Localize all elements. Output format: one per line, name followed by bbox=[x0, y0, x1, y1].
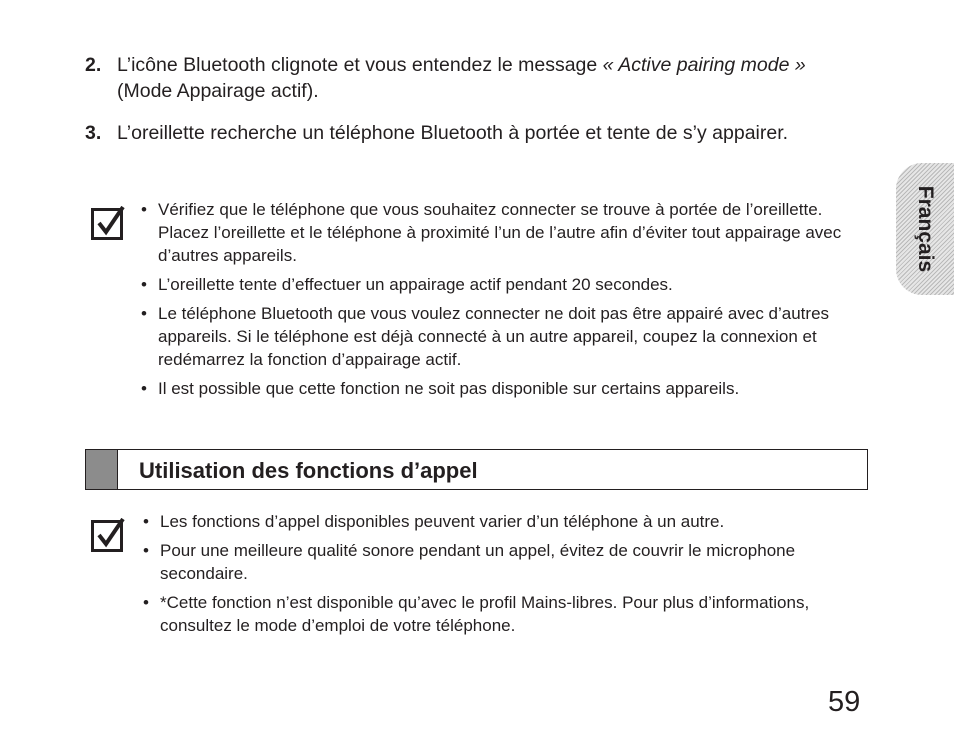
step-3 bbox=[85, 120, 845, 146]
section-title: Utilisation des fonctions d’appel bbox=[139, 458, 478, 483]
step-number: 2. bbox=[85, 54, 102, 76]
step-number: 3. bbox=[85, 122, 102, 144]
list-item: • Vérifiez que le téléphone que vous souhaitez connecter se trouve à portée de l’oreillette. Placez l’oreillette et le téléphone à proximité l’un de l’autre afin d’éviter tout appairage avec d’autres appareils. bbox=[141, 198, 871, 267]
step-2 bbox=[85, 52, 845, 104]
note-list-calls bbox=[143, 510, 863, 637]
list-item: • *Cette fonction n’est disponible qu’avec le profil Mains-libres. Pour plus d’informations, consultez le mode d’emploi de votre téléphone. bbox=[143, 591, 863, 637]
section-header bbox=[85, 449, 868, 490]
step-text: L’icône Bluetooth clignote et vous entendez le message « Active pairing mode » (Mode Appairage actif). bbox=[117, 54, 806, 102]
list-item: • Il est possible que cette fonction ne soit pas disponible sur certains appareils. bbox=[141, 377, 871, 400]
checkbox-check-icon bbox=[91, 206, 125, 240]
page-number: 59 bbox=[828, 686, 861, 718]
list-item: • Le téléphone Bluetooth que vous voulez connecter ne doit pas être appairé avec d’autres appareils. Si le téléphone est déjà connecté à un autre appareil, coupez la connexion et redémarrez la fonction d’appairage actif. bbox=[141, 302, 871, 371]
list-item: • Pour une meilleure qualité sonore pendant un appel, évitez de couvrir le microphone secondaire. bbox=[143, 539, 863, 585]
language-tab bbox=[896, 163, 954, 295]
section-marker bbox=[86, 450, 118, 489]
list-item: • L’oreillette tente d’effectuer un appairage actif pendant 20 secondes. bbox=[141, 273, 871, 296]
language-label: Français bbox=[914, 185, 937, 273]
quoted-message: « Active pairing mode » bbox=[602, 54, 806, 76]
note-list-pairing bbox=[141, 198, 871, 400]
list-item: • Les fonctions d’appel disponibles peuvent varier d’un téléphone à un autre. bbox=[143, 510, 863, 533]
checkbox-check-icon bbox=[91, 518, 125, 552]
step-text: L’oreillette recherche un téléphone Bluetooth à portée et tente de s’y appairer. bbox=[117, 122, 789, 144]
